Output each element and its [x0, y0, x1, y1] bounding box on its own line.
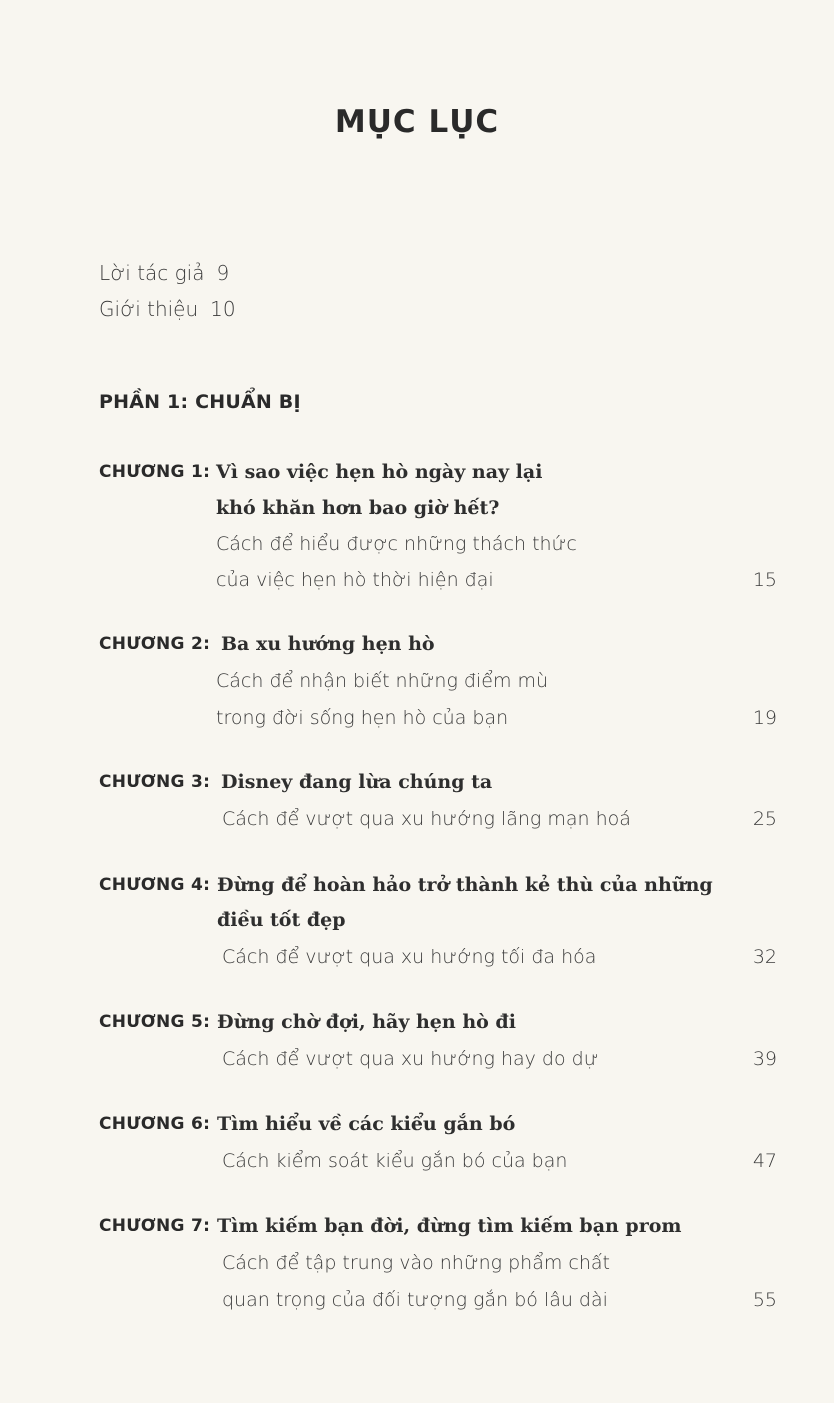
front-matter-item: [99, 297, 236, 321]
chapter-page-number: 19: [752, 707, 777, 729]
page-title: MỤC LỤC: [334, 104, 500, 140]
chapter-label: CHƯƠNG 2:: [99, 634, 211, 654]
chapter-label: CHƯƠNG 3:: [99, 772, 211, 792]
front-matter-page: 9: [216, 261, 230, 285]
chapter-page-number: 15: [752, 569, 777, 591]
chapter-subtitle-line: quan trọng của đối tượng gắn bó lâu dài: [222, 1289, 608, 1311]
chapter-title-line: Đừng chờ đợi, hãy hẹn hò đi: [217, 1011, 516, 1033]
chapter-title-line: Vì sao việc hẹn hò ngày nay lại: [216, 461, 543, 483]
chapter-page-number: 47: [752, 1150, 777, 1172]
chapter-page-number: 55: [752, 1289, 777, 1311]
chapter-label: CHƯƠNG 7:: [99, 1216, 211, 1236]
front-matter-item: [99, 261, 229, 285]
chapter-label: CHƯƠNG 4:: [99, 875, 211, 895]
chapter-title-line: khó khăn hơn bao giờ hết?: [216, 497, 500, 519]
chapter-page-number: 39: [752, 1048, 777, 1070]
chapter-label: CHƯƠNG 5:: [99, 1012, 211, 1032]
chapter-subtitle-line: Cách để nhận biết những điểm mù: [216, 670, 549, 692]
chapter-page-number: 32: [752, 946, 777, 968]
chapter-subtitle-line: trong đời sống hẹn hò của bạn: [216, 707, 509, 729]
chapter-title-line: Đừng để hoàn hảo trở thành kẻ thù của những: [217, 874, 713, 896]
chapter-label: CHƯƠNG 6:: [99, 1114, 211, 1134]
part-heading: PHẦN 1: CHUẨN BỊ: [99, 391, 301, 413]
chapter-title-line: Tìm hiểu về các kiểu gắn bó: [217, 1113, 516, 1135]
chapter-page-number: 25: [752, 808, 777, 830]
chapter-title-line: Tìm kiếm bạn đời, đừng tìm kiếm bạn prom: [217, 1215, 682, 1237]
chapter-subtitle-line: Cách để vượt qua xu hướng hay do dự: [222, 1048, 599, 1070]
chapter-subtitle-line: Cách để vượt qua xu hướng lãng mạn hoá: [222, 808, 631, 830]
chapter-title-line: Disney đang lừa chúng ta: [221, 771, 493, 793]
chapter-title-line: Ba xu hướng hẹn hò: [221, 633, 435, 655]
front-matter-text: Lời tác giả: [99, 261, 205, 285]
chapter-label: CHƯƠNG 1:: [99, 462, 211, 482]
front-matter-text: Giới thiệu: [99, 297, 199, 321]
chapter-title-line: điều tốt đẹp: [217, 909, 346, 931]
chapter-subtitle-line: Cách kiểm soát kiểu gắn bó của bạn: [222, 1150, 568, 1172]
chapter-subtitle-line: Cách để hiểu được những thách thức: [216, 533, 577, 555]
chapter-subtitle-line: Cách để vượt qua xu hướng tối đa hóa: [222, 946, 597, 968]
chapter-subtitle-line: của việc hẹn hò thời hiện đại: [216, 569, 494, 591]
front-matter-page: 10: [210, 297, 236, 321]
chapter-subtitle-line: Cách để tập trung vào những phẩm chất: [222, 1252, 610, 1274]
